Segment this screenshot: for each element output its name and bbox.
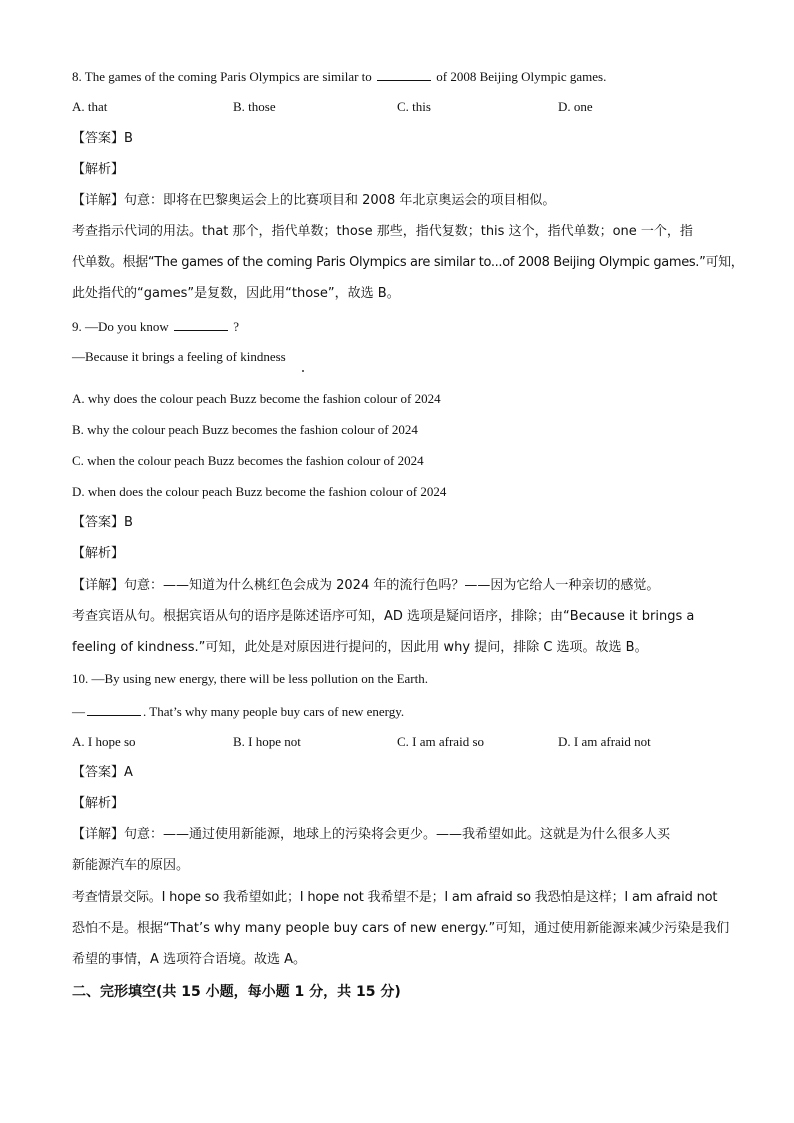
q9-detail-1: 【详解】句意：——知道为什么桃红色会成为 2024 年的流行色吗？——因为它给人一种亲切的感觉。 — [72, 578, 660, 593]
q10-option-a: A. I hope so — [72, 734, 136, 749]
q8-option-d: D. one — [558, 99, 593, 114]
q9-stem-start: 9. —Do you know — [72, 319, 169, 334]
q9-option-b: B. why the colour peach Buzz becomes the fashion colour of 2024 — [72, 422, 418, 437]
q9-option-c: C. when the colour peach Buzz becomes the fashion colour of 2024 — [72, 453, 424, 468]
q9-option-a: A. why does the colour peach Buzz become the fashion colour of 2024 — [72, 391, 441, 406]
q10-analysis-label: 【解析】 — [72, 796, 125, 811]
stray-dot — [302, 370, 304, 372]
q9-response: —Because it brings a feeling of kindness — [72, 349, 286, 364]
q10-detail-2: 新能源汽车的原因。 — [72, 858, 190, 873]
q9-stem-end: ? — [233, 319, 240, 334]
q9-answer: 【答案】B — [72, 515, 133, 530]
q8-option-a: A. that — [72, 99, 108, 114]
q10-detail-4: 恐怕不是。根据“That’s why many people buy cars of new energy.”可知，通过使用新能源来减少污染是我们 — [72, 921, 730, 936]
q10-response-end: . That’s why many people buy cars of new energy. — [143, 704, 405, 719]
q9-blank — [174, 317, 228, 331]
q9-stem — [72, 317, 239, 336]
q8-analysis-label: 【解析】 — [72, 162, 125, 177]
q8-stem-start: 8. The games of the coming Paris Olympics are similar to — [72, 69, 372, 84]
q8-detail-2: 考查指示代词的用法。that 那个，指代单数；those 那些，指代复数；this 这个，指代单数；one 一个，指 — [72, 224, 693, 239]
q10-detail-1: 【详解】句意：——通过使用新能源，地球上的污染将会更少。——我希望如此。这就是为什么很多人买 — [72, 827, 671, 842]
q10-dash: — — [72, 704, 85, 719]
q10-stem: 10. —By using new energy, there will be less pollution on the Earth. — [72, 671, 428, 686]
q10-blank — [87, 702, 141, 716]
q9-detail-3: feeling of kindness.”可知，此处是对原因进行提问的，因此用 why 提问，排除 C 选项。故选 B。 — [72, 640, 648, 655]
q10-answer: 【答案】A — [72, 765, 133, 780]
q8-blank — [377, 67, 431, 81]
q8-answer: 【答案】B — [72, 131, 133, 146]
q10-response — [72, 702, 404, 721]
q8-detail-4: 此处指代的“games”是复数，因此用“those”，故选 B。 — [72, 286, 400, 301]
q10-detail-3: 考查情景交际。I hope so 我希望如此；I hope not 我希望不是；I am afraid so 我恐怕是这样；I am afraid not — [72, 890, 718, 905]
q9-analysis-label: 【解析】 — [72, 546, 125, 561]
q9-option-d: D. when does the colour peach Buzz become the fashion colour of 2024 — [72, 484, 447, 499]
q9-detail-2: 考查宾语从句。根据宾语从句的语序是陈述语序可知，AD 选项是疑问语序，排除；由“Because it brings a — [72, 609, 695, 624]
q10-option-b: B. I hope not — [233, 734, 301, 749]
q10-option-d: D. I am afraid not — [558, 734, 651, 749]
q10-option-c: C. I am afraid so — [397, 734, 485, 749]
q8-option-b: B. those — [233, 99, 276, 114]
section-title: 二、完形填空(共 15 小题，每小题 1 分，共 15 分) — [72, 984, 401, 1000]
q8-option-c: C. this — [397, 99, 431, 114]
q10-detail-5: 希望的事情，A 选项符合语境。故选 A。 — [72, 952, 307, 967]
q8-stem-end: of 2008 Beijing Olympic games. — [436, 69, 607, 84]
q8-detail-3: 代单数。根据“The games of the coming Paris Olympics are similar to...of 2008 Beijing Olympic games.”可知， — [72, 255, 744, 270]
q8-detail-1: 【详解】句意：即将在巴黎奥运会上的比赛项目和 2008 年北京奥运会的项目相似。 — [72, 193, 556, 208]
q8-stem — [72, 67, 606, 86]
